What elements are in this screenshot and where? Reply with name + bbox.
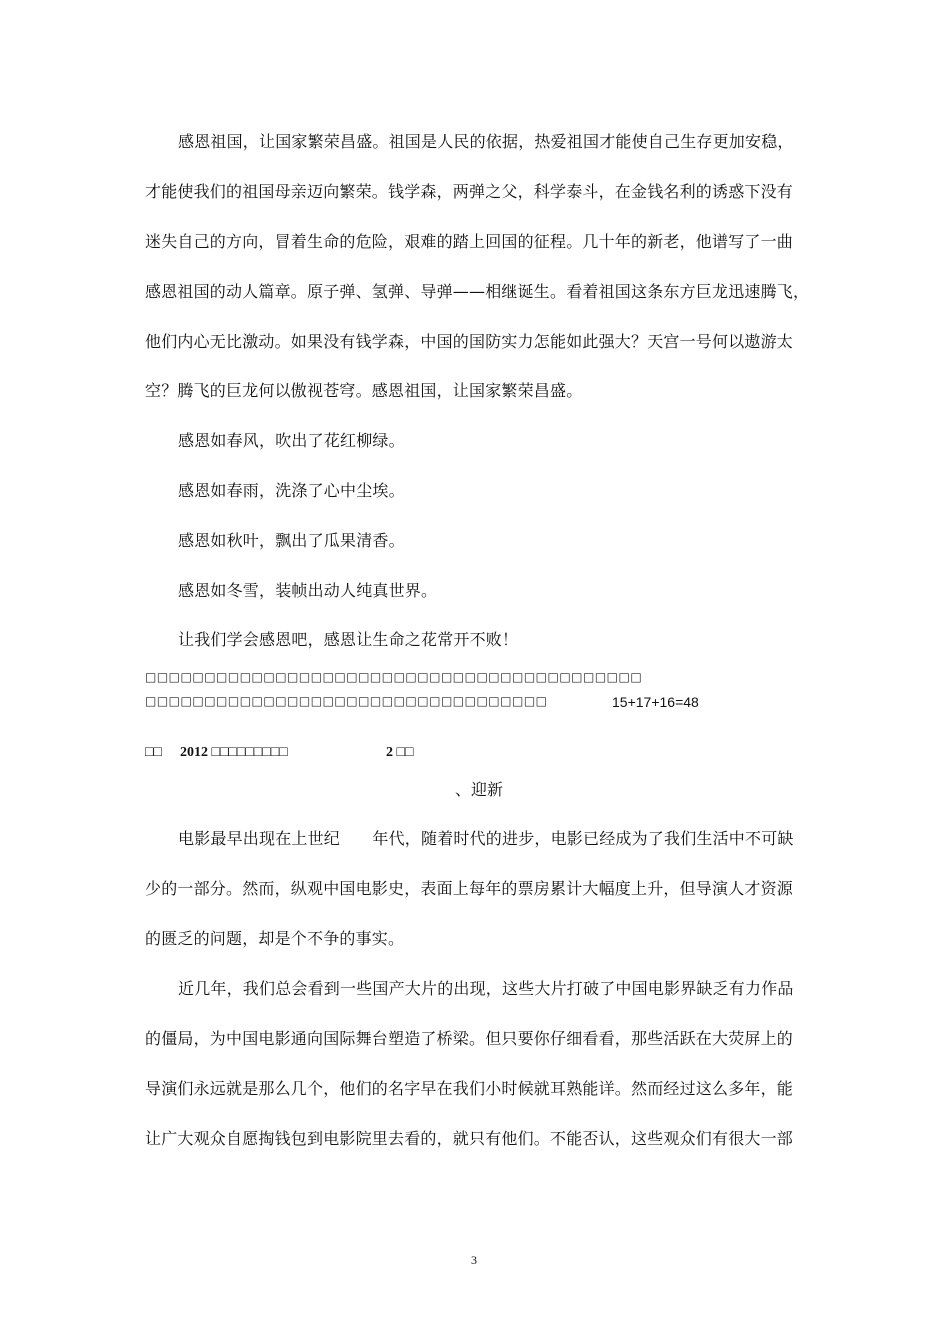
verse-line: 感恩如春雨，洗涤了心中尘埃。 xyxy=(178,481,405,500)
paragraph-line: 才能使我们的祖国母亲迈向繁荣。钱学森，两弹之父，科学泰斗，在金钱名利的诱惑下没有 xyxy=(145,182,794,201)
garbled-comment-line: □□□□□□□□□□□□□□□□□□□□□□□□□□□□□□□□□□□□□□□□□□ xyxy=(145,670,643,684)
heading-count: 2 □□ xyxy=(386,745,414,760)
verse-line: 让我们学会感恩吧，感恩让生命之花常开不败！ xyxy=(178,630,519,649)
score-text: 15+17+16=48 xyxy=(612,694,699,710)
heading-prefix: □□ xyxy=(145,745,162,760)
paragraph-line: 空？腾飞的巨龙何以傲视苍穹。感恩祖国，让国家繁荣昌盛。 xyxy=(145,381,583,400)
paragraph-line: 迷失自己的方向，冒着生命的危险，艰难的踏上回国的征程。几十年的新老，他谱写了一曲 xyxy=(145,232,794,251)
paragraph-line: 近几年，我们总会看到一些国产大片的出现，这些大片打破了中国电影界缺乏有力作品 xyxy=(178,979,794,998)
verse-line: 感恩如秋叶，飘出了瓜果清香。 xyxy=(178,531,405,550)
paragraph-line: 他们内心无比激动。如果没有钱学森，中国的国防实力怎能如此强大？天宫一号何以遨游太 xyxy=(145,332,794,351)
paragraph-line: 感恩祖国，让国家繁荣昌盛。祖国是人民的依据，热爱祖国才能使自己生存更加安稳， xyxy=(178,132,794,151)
section-title: 、迎新 xyxy=(455,780,504,799)
verse-line: 感恩如春风，吹出了花红柳绿。 xyxy=(178,431,405,450)
paragraph-line: 感恩祖国的动人篇章。原子弹、氢弹、导弹——相继诞生。看着祖国这条东方巨龙迅速腾飞， xyxy=(145,282,810,301)
paragraph-line: 让广大观众自愿掏钱包到电影院里去看的，就只有他们。不能否认，这些观众们有很大一部 xyxy=(145,1129,794,1148)
heading-year: 2012 □□□□□□□□□ xyxy=(180,745,288,760)
paragraph-line: 电影最早出现在上世纪 年代，随着时代的进步，电影已经成为了我们生活中不可缺 xyxy=(178,829,794,848)
paragraph-line: 少的一部分。然而，纵观中国电影史，表面上每年的票房累计大幅度上升，但导演人才资源 xyxy=(145,879,794,898)
paragraph-line: 的匮乏的问题，却是个不争的事实。 xyxy=(145,929,405,948)
paragraph-line: 的僵局，为中国电影通向国际舞台塑造了桥梁。但只要你仔细看看，那些活跃在大荧屏上的 xyxy=(145,1029,794,1048)
garbled-comment-line: □□□□□□□□□□□□□□□□□□□□□□□□□□□□□□□□□□ xyxy=(145,694,548,708)
page-number: 3 xyxy=(471,1253,477,1267)
verse-line: 感恩如冬雪，装帧出动人纯真世界。 xyxy=(178,581,438,600)
paragraph-line: 导演们永远就是那么几个，他们的名字早在我们小时候就耳熟能详。然而经过这么多年，能 xyxy=(145,1079,794,1098)
